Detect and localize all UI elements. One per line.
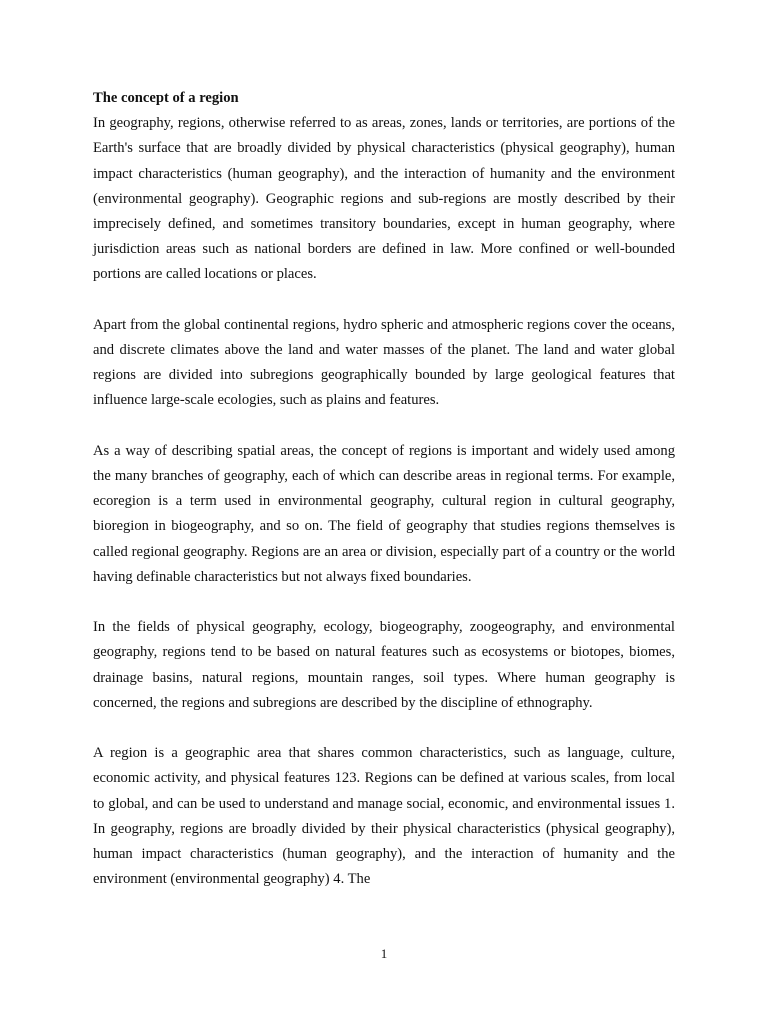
paragraph-1: In geography, regions, otherwise referred to as areas, zones, lands or territories, are portions of the Earth's surface that are broadly divided by physical characteristics (physical geography), human impact characteristics (human geography), and the interaction of humanity and the environment (environmental geography). Geographic regions and sub-regions are mostly described by their imprecisely defined, and sometimes transitory boundaries, except in human geography, where jurisdiction areas such as national borders are defined in law. More confined or well-bounded portions are called locations or places. [93, 115, 675, 283]
page-number: 1 [380, 946, 388, 961]
paragraph-5: A region is a geographic area that shares common characteristics, such as language, culture, economic activity, and physical features 123. Regions can be defined at various scales, from local to global, and can be used to understand and manage social, economic, and environmental issues 1. In geography, regions are broadly divided by their physical characteristics (physical geography), human impact characteristics (human geography), and the interaction of humanity and the environment (environmental geography) 4. The [93, 745, 675, 888]
document-body [93, 86, 675, 918]
paragraph-4: In the fields of physical geography, ecology, biogeography, zoogeography, and environmental geography, regions tend to be based on natural features such as ecosystems or biotopes, biomes, drainage basins, natural regions, mountain ranges, soil types. Where human geography is concerned, the regions and subregions are described by the discipline of ethnography. [93, 619, 675, 711]
section-title: The concept of a region [93, 90, 239, 106]
paragraph-3: As a way of describing spatial areas, the concept of regions is important and widely used among the many branches of geography, each of which can describe areas in regional terms. For example, ecoregion is a term used in environmental geography, cultural region in cultural geography, bioregion in biogeography, and so on. The field of geography that studies regions themselves is called regional geography. Regions are an area or division, especially part of a country or the world having definable characteristics but not always fixed boundaries. [93, 442, 675, 585]
paragraph-2: Apart from the global continental regions, hydro spheric and atmospheric regions cover the oceans, and discrete climates above the land and water masses of the planet. The land and water global regions are divided into subregions geographically bounded by large geological features that influence large-scale ecologies, such as plains and features. [93, 316, 675, 409]
